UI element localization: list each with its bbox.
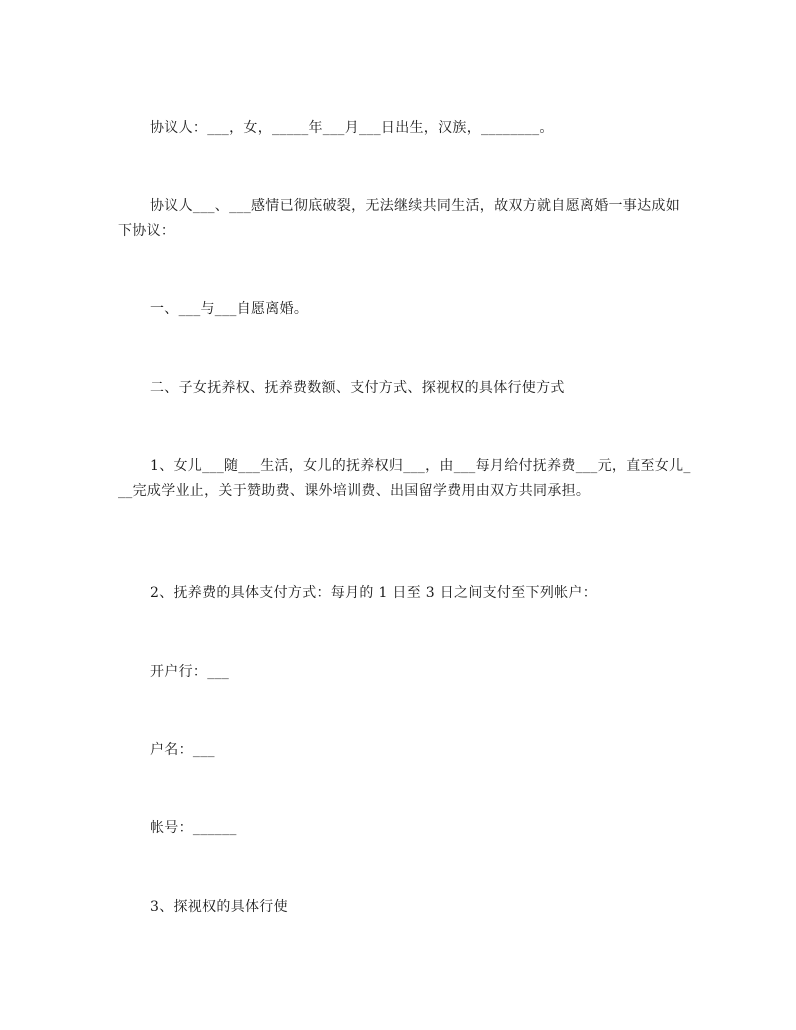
bank-name-field: 开户行：___ [150,664,230,680]
account-number-field: 帐号：______ [150,820,237,836]
custody-clause-paragraph: 1、女儿___随___生活，女儿的抚养权归___，由___每月给付抚养费___元，直至女儿___完成学业止，关于赞助费、课外培训费、出国留学费用由双方共同承担。 [118,458,691,499]
agreement-intro-paragraph: 协议人___、___感情已彻底破裂，无法继续共同生活，故双方就自愿离婚一事达成如下协议： [118,198,680,239]
account-name-field: 户名：___ [150,742,215,758]
custody-heading-paragraph: 二、子女抚养权、抚养费数额、支付方式、探视权的具体行使方式 [150,380,565,396]
payment-method-paragraph: 2、抚养费的具体支付方式：每月的 1 日至 3 日之间支付至下列帐户： [150,585,598,601]
divorce-clause-paragraph: 一、___与___自愿离婚。 [150,301,309,317]
visitation-heading-paragraph: 3、探视权的具体行使 [150,899,288,915]
party-info-paragraph: 协议人：___，女，_____年___月___日出生，汉族，________。 [150,120,554,136]
